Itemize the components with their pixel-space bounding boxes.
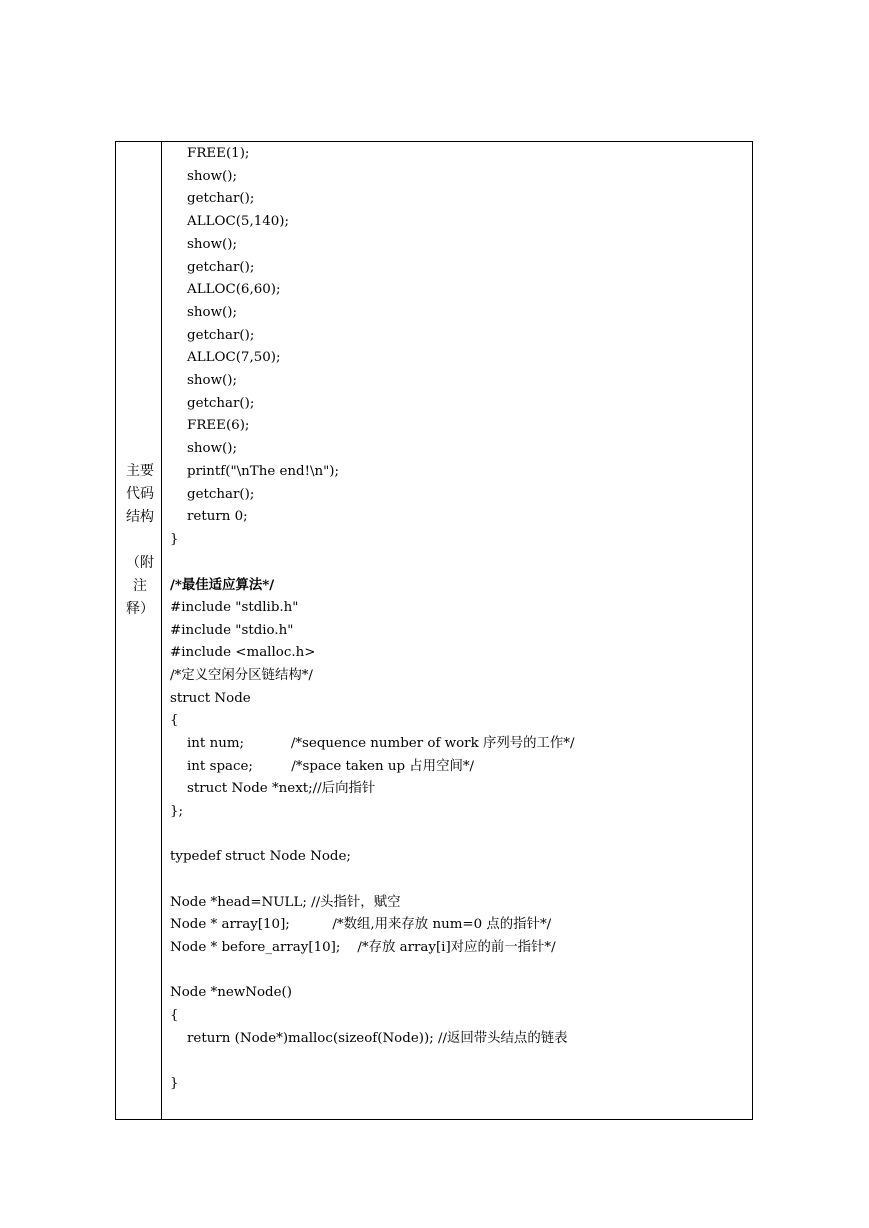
code-line: return (Node*)malloc(sizeof(Node)); //返回带头结点的链表 <box>170 1030 568 1046</box>
code-line: { <box>170 713 179 729</box>
code-line: int num; /*sequence number of work 序列号的工作*/ <box>170 736 575 751</box>
code-line: int space; /*space taken up 占用空间*/ <box>170 758 475 774</box>
code-line: show(); <box>170 236 238 252</box>
code-line: { <box>170 1007 179 1023</box>
code-line: } <box>170 531 179 547</box>
code-line: Node *head=NULL; //头指针，赋空 <box>170 894 401 910</box>
code-line: #include <malloc.h> <box>170 645 316 661</box>
code-line: ALLOC(6,60); <box>170 282 281 298</box>
code-line: getchar(); <box>170 395 255 411</box>
section-label-line: 释） <box>126 601 154 617</box>
code-line: Node * before_array[10]; /*存放 array[i]对应的前一指针*/ <box>170 939 556 955</box>
code-line: show(); <box>170 441 238 457</box>
code-line: getchar(); <box>170 259 255 275</box>
code-line: return 0; <box>170 509 248 525</box>
code-line: getchar(); <box>170 191 255 207</box>
code-line: ALLOC(7,50); <box>170 350 281 366</box>
section-label-line: （附 <box>126 555 154 571</box>
code-line: typedef struct Node Node; <box>170 849 351 865</box>
label-column <box>116 142 162 1119</box>
code-line: printf("\nThe end!\n"); <box>170 463 340 479</box>
code-line: FREE(1); <box>170 146 250 161</box>
code-line: show(); <box>170 373 238 388</box>
section-label-line: 结构 <box>126 509 154 525</box>
code-line: getchar(); <box>170 327 255 343</box>
code-line: Node * array[10]; /*数组,用来存放 num=0 点的指针*/ <box>170 917 552 933</box>
code-line: ALLOC(5,140); <box>170 214 289 230</box>
section-label-line: 代码 <box>126 486 154 502</box>
code-line: /*定义空闲分区链结构*/ <box>170 667 313 683</box>
code-line: #include "stdio.h" <box>170 622 294 638</box>
code-line: struct Node <box>170 690 251 706</box>
code-table <box>115 141 753 1120</box>
section-label-line: 主要 <box>126 463 154 479</box>
code-line: show(); <box>170 168 238 184</box>
section-label <box>120 460 160 621</box>
section-label-line: 注 <box>133 578 147 594</box>
code-line: } <box>170 1075 179 1091</box>
code-line: Node *newNode() <box>170 985 292 1001</box>
code-line: show(); <box>170 304 238 320</box>
section-label-line <box>120 529 160 552</box>
code-line: #include "stdlib.h" <box>170 599 299 615</box>
code-line: struct Node *next;//后向指针 <box>170 781 376 797</box>
code-line: }; <box>170 804 184 820</box>
code-line: FREE(6); <box>170 418 250 434</box>
code-line: /*最佳适应算法*/ <box>170 577 275 594</box>
code-line: getchar(); <box>170 486 255 502</box>
